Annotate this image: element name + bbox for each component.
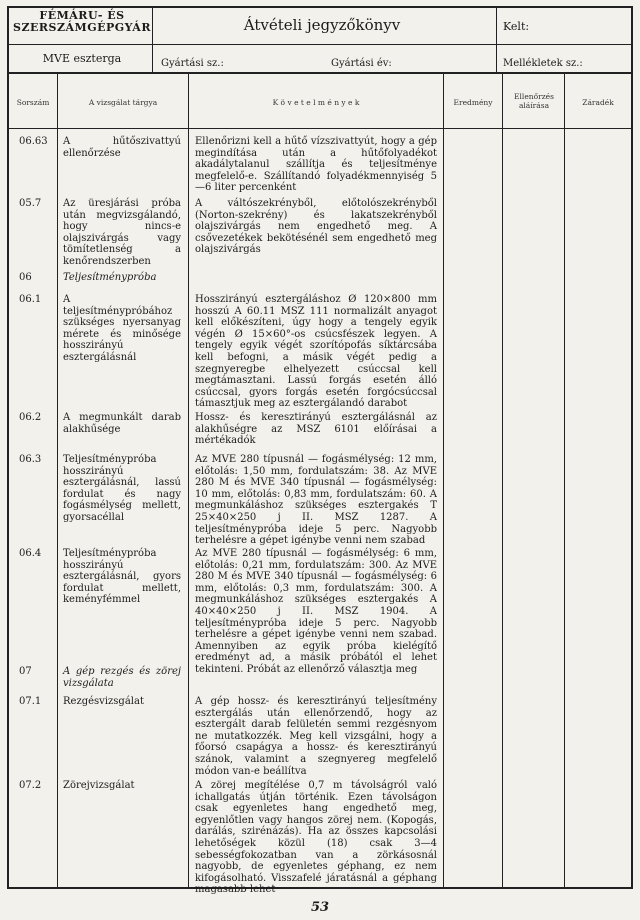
section-heading: Teljesítménypróba xyxy=(63,272,157,283)
row-number: 07.2 xyxy=(19,780,42,791)
row-number: 07.1 xyxy=(19,696,42,707)
serial-label: Gyártási sz.: xyxy=(161,58,224,69)
row-subject: Rezgésvizsgálat xyxy=(63,696,144,707)
header-divider xyxy=(496,8,497,72)
col-header-result: Eredmény xyxy=(453,98,493,107)
column-line xyxy=(188,74,189,887)
page-number: 53 xyxy=(310,900,330,915)
header-rule xyxy=(9,44,631,45)
header-divider xyxy=(152,8,153,72)
column-line xyxy=(564,74,565,887)
row-requirements: Az MVE 280 típusnál — fogásmélység: 6 mm, előtolás: 0,21 mm, fordulatszám: 300. Az MVE 280 M és MVE 340 típusnál — fogásmélység: 6 mm, előtolás: 0,3 mm, fordulatszám: 300. A megmunkáláshoz szükséges esztergakés A 40×40×250 j II. MSZ 1904. A teljesítménypróba ideje 5 perc. Nagyobb terhelésre a gépet igénybe venni nem szabad. Amennyiben az egyik próba kielégítő eredményt ad, a másik próbától el lehet tekinteni. Próbát az ellenőrző választja meg xyxy=(195,548,437,675)
row-subject: Az üresjárási próba után megvizsgálandó, hogy nincs-e olajszivárgás vagy tömítetlenség a kenőrendszerben xyxy=(63,198,181,267)
protocol-sheet xyxy=(7,6,633,896)
row-number: 06.3 xyxy=(19,454,42,465)
company-name: FÉMÁRU- ÉS SZERSZÁMGÉPGYÁR xyxy=(13,9,151,34)
machine-name: MVE esztergа xyxy=(42,52,122,65)
row-number: 06 xyxy=(19,272,32,283)
row-subject: A hűtőszivattyú ellenőrzése xyxy=(63,136,181,159)
col-header-check: Ellenőrzés aláírása xyxy=(514,92,554,110)
column-header-rule xyxy=(9,128,631,129)
row-requirements: Hossz- és keresztirányú esztergálásnál az alakhűségre az MSZ 6101 előírásai a mértékadók xyxy=(195,412,437,447)
row-number: 06.4 xyxy=(19,548,42,559)
row-number: 06.1 xyxy=(19,294,42,305)
header-rule xyxy=(9,72,631,74)
row-requirements: A váltószekrényből, előtolószekrényből (Norton-szekrény) és lakatszekrényből olajszivárgás nem engedhető meg. A csővezetékek bekötésénél sem engedhető meg olajszivárgás xyxy=(195,198,437,256)
row-subject: Teljesítménypróba hosszirányú esztergálásnál, lassú fordulat és nagy fogásmélység mellett, gyorsacéllal xyxy=(63,454,181,523)
col-header-requirements: K ö v e t e l m é n y e k xyxy=(272,98,360,107)
column-line xyxy=(57,74,58,887)
section-heading: A gép rezgés és zörej vizsgálata xyxy=(63,666,181,689)
row-subject: A teljesítménypróbához szükséges nyersanyag mérete és minősége hosszirányú esztergálásnál xyxy=(63,294,181,363)
row-requirements: A zörej megítélése 0,7 m távolságról való ichallgatás útján történik. Ezen távolságon csak egyenletes hang engedhető meg, egyenlőtlen vagy hangos zörej nem. (Kopogás, darálás, szirénázás). Ha az összes kapcsolási lehetőségek közül (18) csak 3—4 sebességfokozatban van a zörkásosnál nagyobb, de egyenletes géphang, ez nem kifogásolható. Visszafelé járatásnál a géphang magasabb lehet xyxy=(195,780,437,896)
col-header-subject: A vizsgálat tárgya xyxy=(88,98,158,107)
column-line xyxy=(443,74,444,887)
row-number: 07 xyxy=(19,666,32,677)
row-number: 06.2 xyxy=(19,412,42,423)
column-line xyxy=(502,74,503,887)
row-subject: Teljesítménypróba hosszirányú esztergálásnál, gyors fordulat mellett, keményfémmel xyxy=(63,548,181,606)
row-subject: Zörejvizsgálat xyxy=(63,780,135,791)
row-number: 05.7 xyxy=(19,198,42,209)
row-subject: A megmunkált darab alakhűsége xyxy=(63,412,181,435)
row-requirements: Az MVE 280 típusnál — fogásmélység: 12 mm, előtolás: 1,50 mm, fordulatszám: 38. Az MVE 280 M és MVE 340 típusnál — fogásmélység: 10 mm, előtolás: 0,83 mm, fordulatszám: 60. A megmunkáláshoz szükséges esztergakés T 25×40×250 j II. MSZ 1287. A teljesítménypróba ideje 5 perc. Nagyobb terhelésre a gépet igénybe venni nem szabad xyxy=(195,454,437,547)
row-requirements: Hosszirányú esztergáláshoz Ø 120×800 mm hosszú A 60.11 MSZ 111 normalizált anyagot kell előkészíteni, úgy hogy a tengely egyik végén Ø 15×60°-os csúcsfészek legyen. A tengely egyik végét szorítópofás síktárcsába kell befogni, a másik végét pedig a szegnyeregbe elhelyezett csúccsal kell megtámasztani. Lassú forgás esetén álló csúccsal, gyors forgás esetén forgócsúccsal támasztjuk meg az esztergálandó darabot xyxy=(195,294,437,410)
attachments-label: Mellékletek sz.: xyxy=(503,58,583,69)
year-label: Gyártási év: xyxy=(331,58,392,69)
row-requirements: Ellenőrizni kell a hűtő vízszivattyút, hogy a gép megindítása után a hűtőfolyadékot akadálytalanul szállítja és teljesítménye megfelelő-e. Szállítandó folyadékmennyiség 5—6 liter percenként xyxy=(195,136,437,194)
col-header-closing: Záradék xyxy=(582,98,614,107)
date-label: Kelt: xyxy=(503,20,530,33)
row-number: 06.63 xyxy=(19,136,48,147)
page-title: Átvételi jegyzőkönyv xyxy=(243,16,401,34)
col-header-number: Sorszám xyxy=(16,98,50,107)
row-requirements: A gép hossz- és keresztirányú teljesítmény esztergálás után ellenőrzendő, hogy az esztergált darab felületén semmi rezgésnyom ne mutatkozzék. Meg kell vizsgálni, hogy a főorsó csapágya a hossz- és keresztirányú szánok, valamint a szegnyereg megfelelő módon van-e beállítva xyxy=(195,696,437,777)
